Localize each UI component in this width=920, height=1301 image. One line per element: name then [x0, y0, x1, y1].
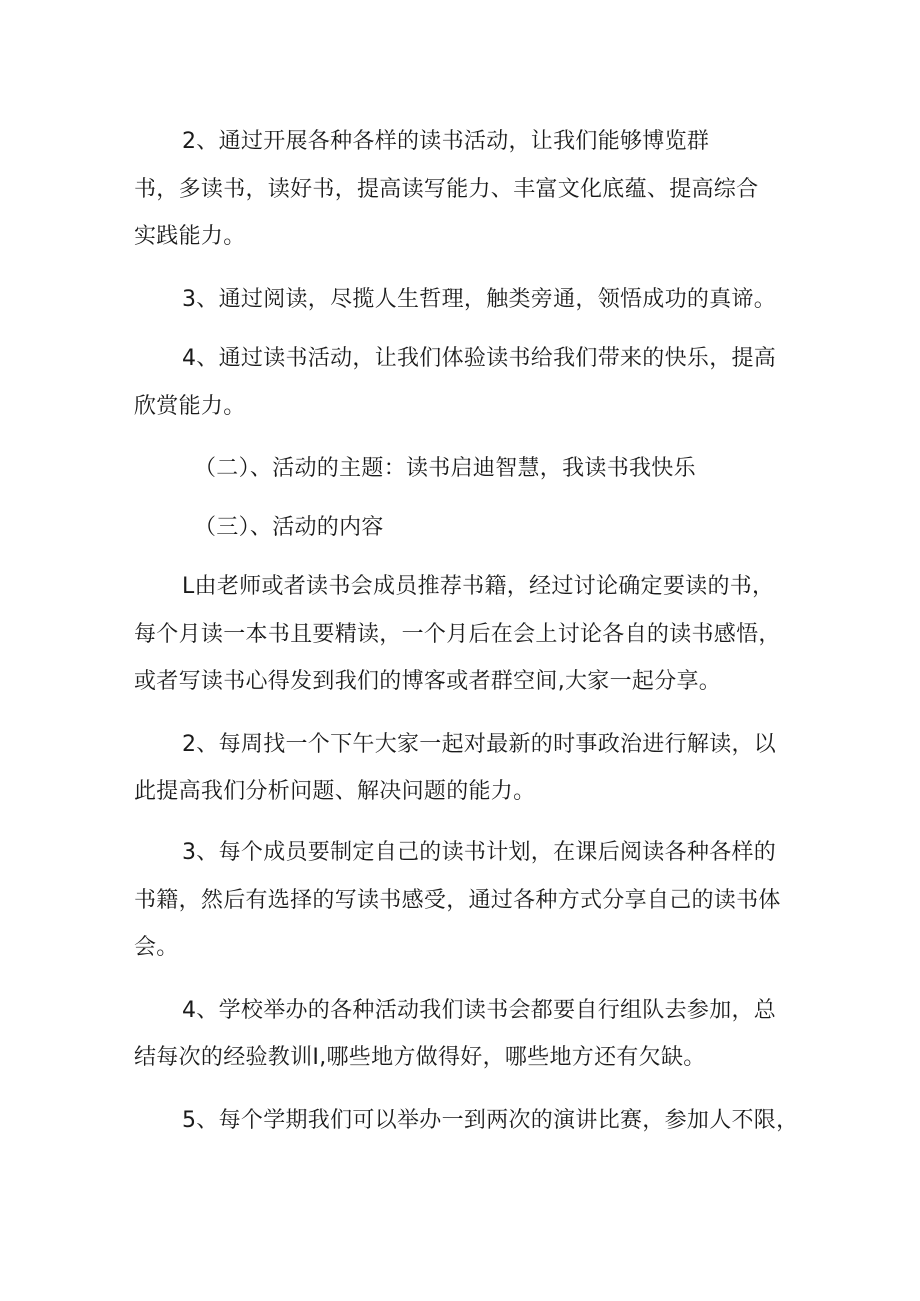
- paragraph-goal-3-line-1: 3、通过阅读，尽揽人生哲理，触类旁通，领悟成功的真谛。: [182, 287, 777, 312]
- paragraph-content-3-line-1: 3、每个成员要制定自己的读书计划，在课后阅读各种各样的: [182, 840, 777, 865]
- paragraph-content-1-line-2: 每个月读一本书且要精读，一个月后在会上讨论各自的读书感悟，: [134, 622, 781, 647]
- paragraph-content-2-line-2: 此提高我们分析问题、解决问题的能力。: [134, 779, 536, 804]
- paragraph-content-1-line-1: L由老师或者读书会成员推荐书籍，经过讨论确定要读的书，: [182, 574, 775, 599]
- paragraph-goal-4-line-2: 欣赏能力。: [134, 394, 246, 419]
- paragraph-content-4-line-2: 结每次的经验教训I,哪些地方做得好，哪些地方还有欠缺。: [134, 1045, 706, 1070]
- paragraph-content-3-line-3: 会。: [134, 935, 179, 960]
- paragraph-content-3-line-2: 书籍，然后有选择的写读书感受，通过各种方式分享自己的读书体: [134, 888, 781, 913]
- paragraph-goal-2-line-2: 书，多读书，读好书，提高读写能力、丰富文化底蕴、提高综合: [134, 177, 759, 202]
- paragraph-goal-2-line-1: 2、通过开展各种各样的读书活动，让我们能够博览群: [182, 129, 710, 154]
- section-heading-theme: （二）、活动的主题：读书启迪智慧，我读书我快乐: [194, 456, 696, 481]
- paragraph-content-4-line-1: 4、学校举办的各种活动我们读书会都要自行组队去参加，总: [182, 998, 777, 1023]
- paragraph-goal-4-line-1: 4、通过读书活动，让我们体验读书给我们带来的快乐，提高: [182, 346, 777, 371]
- paragraph-content-5-line-1: 5、每个学期我们可以举办一到两次的演讲比赛，参加人不限，: [182, 1108, 799, 1133]
- paragraph-content-2-line-1: 2、每周找一个下午大家一起对最新的时事政治进行解读，以: [182, 732, 777, 757]
- paragraph-goal-2-line-3: 实践能力。: [134, 224, 246, 249]
- section-heading-content: （三）、活动的内容: [194, 515, 384, 540]
- paragraph-content-1-line-3: 或者写读书心得发到我们的博客或者群空间,大家一起分享。: [134, 669, 722, 694]
